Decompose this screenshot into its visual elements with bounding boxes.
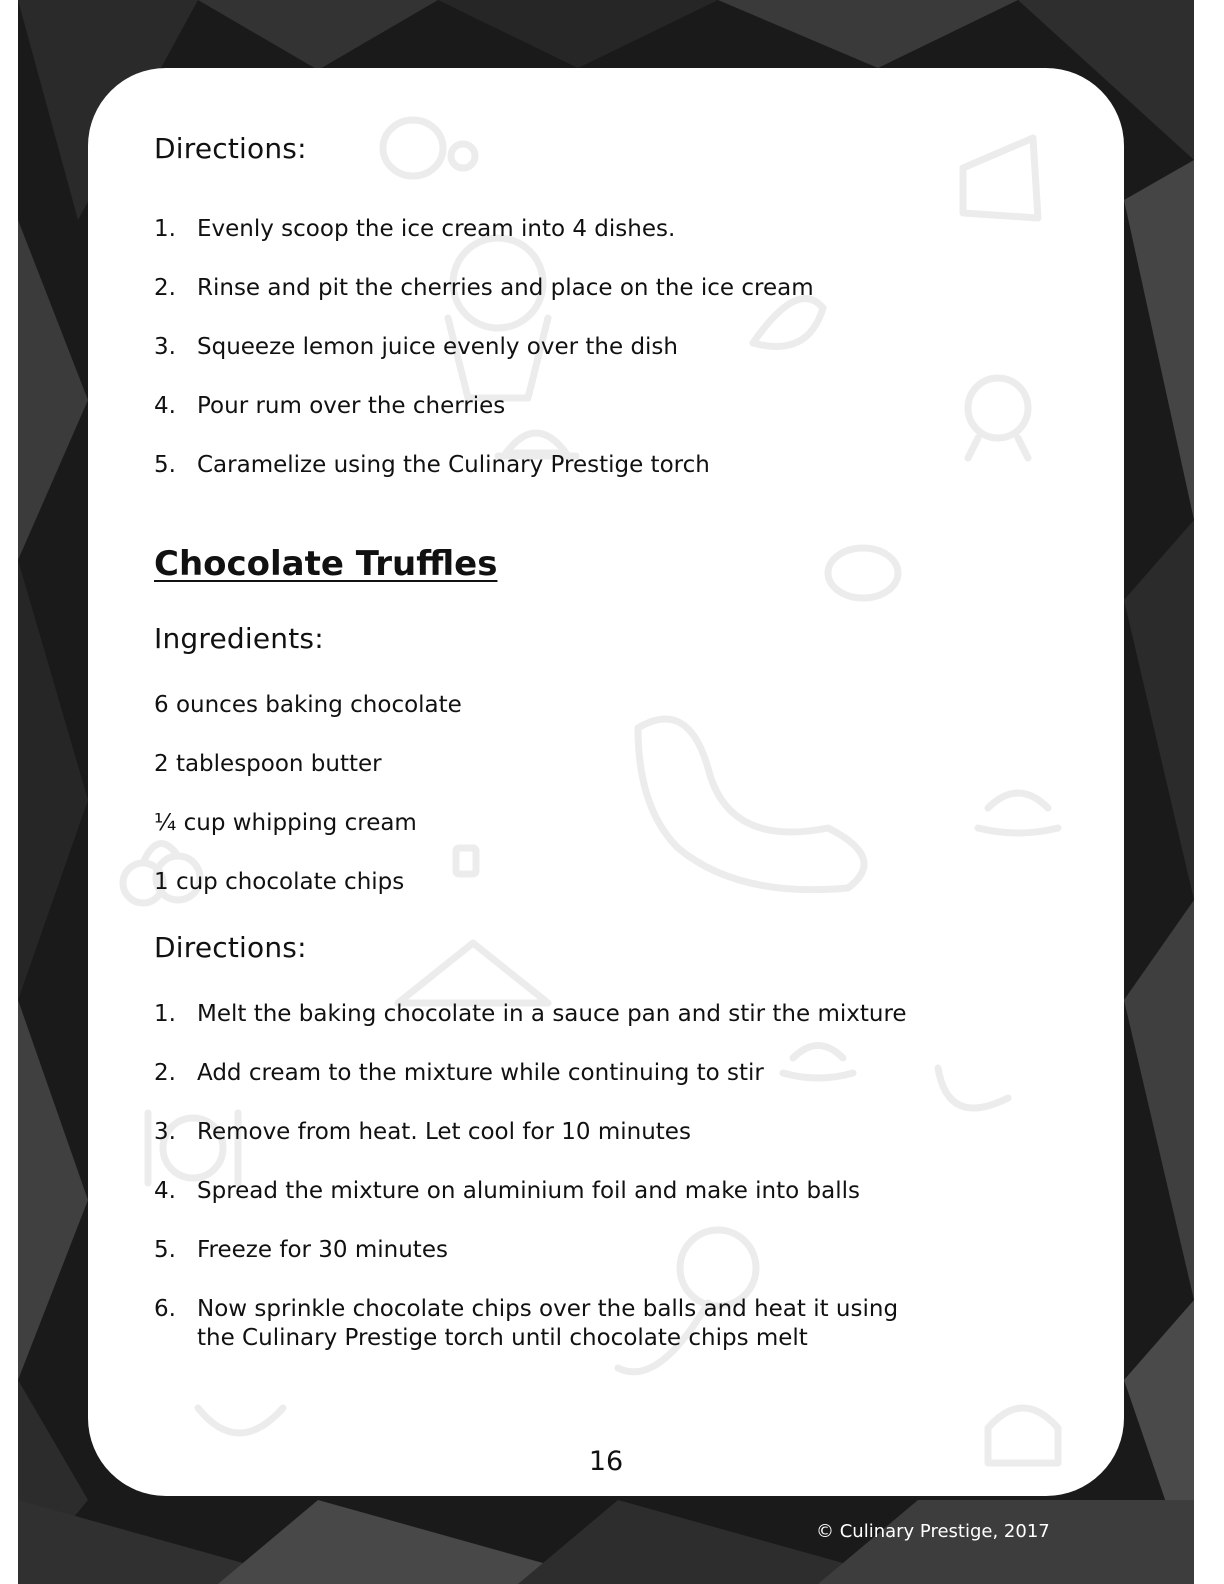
list-item: 5. Freeze for 30 minutes [154, 1237, 448, 1263]
list-item: 3. Remove from heat. Let cool for 10 minutes [154, 1119, 691, 1145]
page-content [88, 68, 1124, 1496]
list-item: 4. Spread the mixture on aluminium foil and make into balls [154, 1178, 860, 1204]
ingredients-heading: Ingredients: [154, 622, 324, 655]
page-number: 16 [588, 1446, 624, 1477]
list-item: 1. Melt the baking chocolate in a sauce pan and stir the mixture [154, 1001, 907, 1027]
list-item: 3. Squeeze lemon juice evenly over the dish [154, 334, 678, 360]
directions-heading: Directions: [154, 132, 307, 165]
ingredient-item: 2 tablespoon butter [154, 751, 382, 777]
list-item: 5. Caramelize using the Culinary Prestige torch [154, 452, 710, 478]
list-item: 2. Rinse and pit the cherries and place on the ice cream [154, 275, 814, 301]
page-card [88, 68, 1124, 1496]
recipe-title: Chocolate Truffles [154, 544, 498, 584]
ingredient-item: 1 cup chocolate chips [154, 869, 405, 895]
ingredient-item: 6 ounces baking chocolate [154, 692, 462, 718]
directions-heading: Directions: [154, 931, 307, 964]
copyright-footer: © Culinary Prestige, 2017 [816, 1521, 1050, 1542]
list-item: 2. Add cream to the mixture while continuing to stir [154, 1060, 764, 1086]
ingredient-item: ¼ cup whipping cream [154, 810, 417, 836]
list-item-continuation: the Culinary Prestige torch until chocolate chips melt [197, 1325, 808, 1351]
list-item: 4. Pour rum over the cherries [154, 393, 506, 419]
list-item: 1. Evenly scoop the ice cream into 4 dishes. [154, 216, 676, 242]
list-item: 6. Now sprinkle chocolate chips over the balls and heat it using [154, 1296, 899, 1322]
